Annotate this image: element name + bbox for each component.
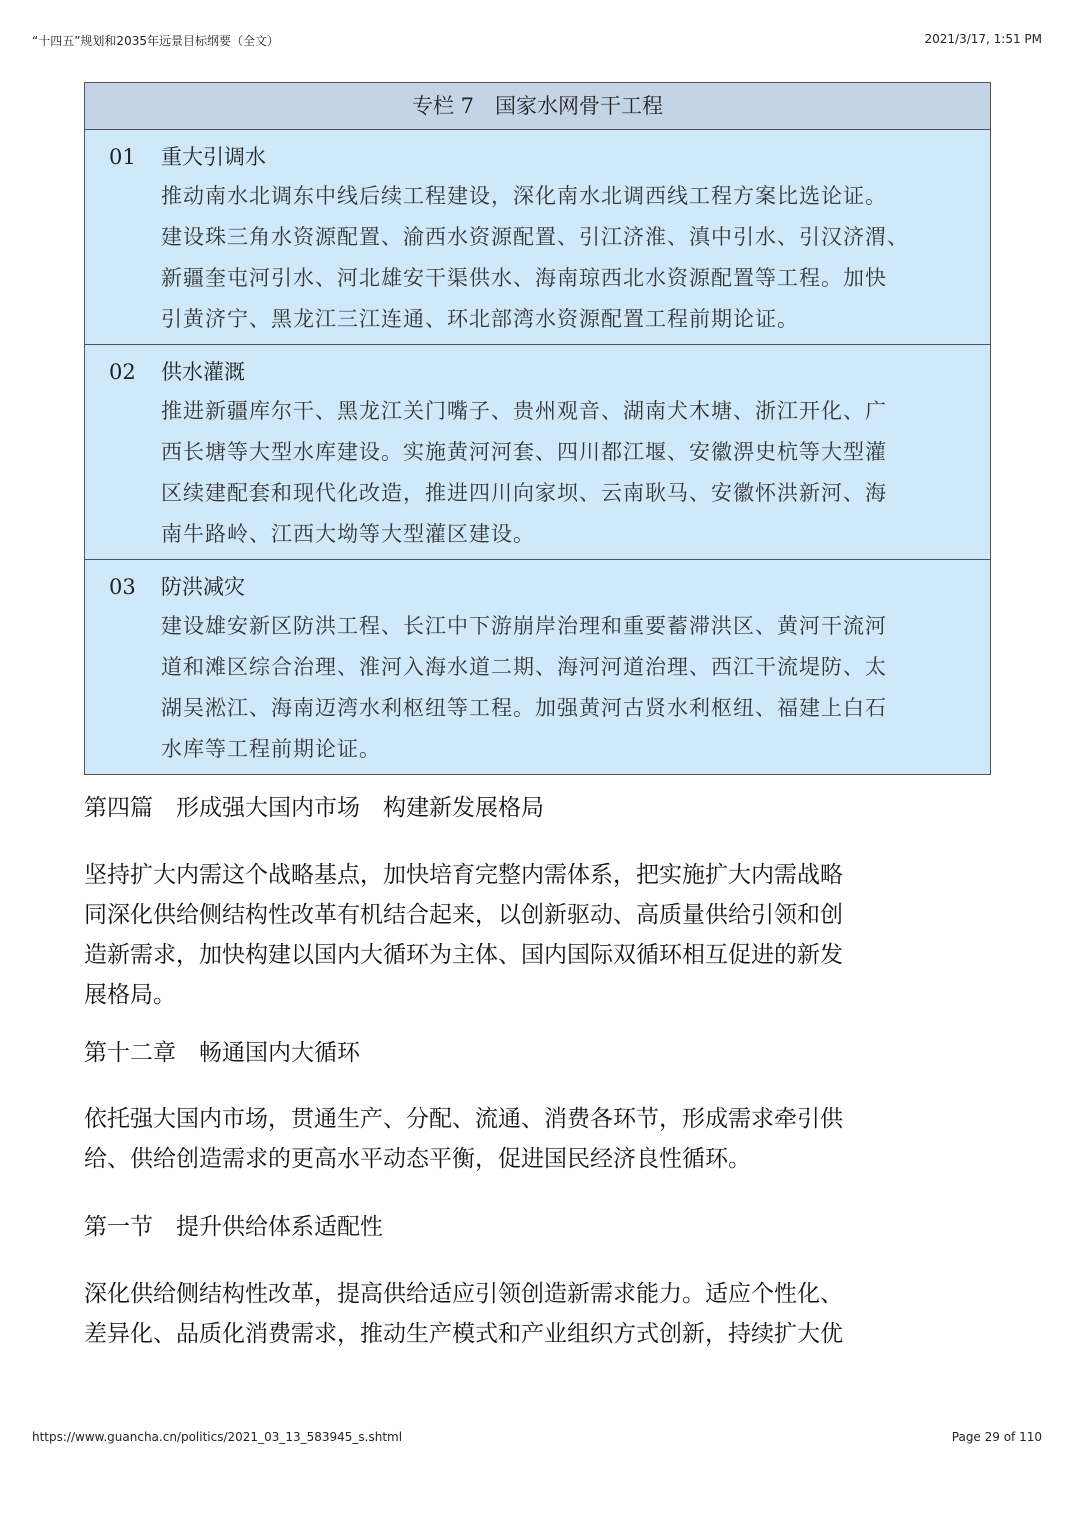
feature-section-head [85,568,990,606]
section-heading: 第十二章 畅通国内大循环 [84,1040,360,1066]
page-footer-page-number: Page 29 of 110 [951,1430,1042,1444]
page-header-datetime: 2021/3/17, 1:51 PM [924,32,1042,46]
feature-section-number: 03 [109,575,136,599]
feature-section-line: 西长塘等大型水库建设。实施黄河河套、四川都江堰、安徽淠史杭等大型灌 [161,440,887,464]
feature-section-head [85,353,990,391]
paragraph-line: 坚持扩大内需这个战略基点，加快培育完整内需体系，把实施扩大内需战略 [84,862,843,888]
paragraph-line: 给、供给创造需求的更高水平动态平衡，促进国民经济良性循环。 [84,1146,751,1172]
feature-section-number: 01 [109,145,136,169]
paragraph-line: 依托强大国内市场，贯通生产、分配、流通、消费各环节，形成需求牵引供 [84,1106,843,1132]
feature-section [85,345,990,560]
feature-section [85,130,990,345]
paragraph-line: 造新需求，加快构建以国内大循环为主体、国内国际双循环相互促进的新发 [84,942,843,968]
feature-section-line: 建设雄安新区防洪工程、长江中下游崩岸治理和重要蓄滞洪区、黄河干流河 [161,614,887,638]
feature-section-number: 02 [109,360,136,384]
page-footer-url: https://www.guancha.cn/politics/2021_03_13_583945_s.shtml [32,1430,403,1444]
feature-section-line: 道和滩区综合治理、淮河入海水道二期、海河河道治理、西江干流堤防、太 [161,655,887,679]
feature-section-line: 水库等工程前期论证。 [161,737,381,761]
section-heading: 第一节 提升供给体系适配性 [84,1214,383,1240]
feature-box-title: 专栏 7 国家水网骨干工程 [85,83,990,130]
feature-box [84,82,991,775]
paragraph-line: 深化供给侧结构性改革，提高供给适应引领创造新需求能力。适应个性化、 [84,1281,843,1307]
paragraph-line: 展格局。 [84,982,176,1008]
feature-section-line: 新疆奎屯河引水、河北雄安干渠供水、海南琼西北水资源配置等工程。加快 [161,266,887,290]
paragraph-line: 同深化供给侧结构性改革有机结合起来，以创新驱动、高质量供给引领和创 [84,902,843,928]
feature-section-line: 推动南水北调东中线后续工程建设，深化南水北调西线工程方案比选论证。 [161,184,887,208]
feature-section-line: 引黄济宁、黑龙江三江连通、环北部湾水资源配置工程前期论证。 [161,307,799,331]
page-header-title: “十四五”规划和2035年远景目标纲要（全文） [32,34,279,48]
feature-section-line: 建设珠三角水资源配置、渝西水资源配置、引江济淮、滇中引水、引汉济渭、 [161,225,909,249]
feature-section-title: 供水灌溉 [161,360,245,384]
feature-section-title: 重大引调水 [161,145,266,169]
feature-section-head [85,138,990,176]
paragraph [84,1099,994,1179]
feature-section [85,560,990,774]
paragraph [84,855,994,1015]
feature-section-line: 区续建配套和现代化改造，推进四川向家坝、云南耿马、安徽怀洪新河、海 [161,481,887,505]
feature-section-line: 南牛路岭、江西大坳等大型灌区建设。 [161,522,535,546]
feature-section-title: 防洪减灾 [161,575,245,599]
feature-section-line: 湖吴淞江、海南迈湾水利枢纽等工程。加强黄河古贤水利枢纽、福建上白石 [161,696,887,720]
section-heading: 第四篇 形成强大国内市场 构建新发展格局 [84,795,544,821]
feature-section-line: 推进新疆库尔干、黑龙江关门嘴子、贵州观音、湖南犬木塘、浙江开化、广 [161,399,887,423]
paragraph [84,1274,994,1354]
paragraph-line: 差异化、品质化消费需求，推动生产模式和产业组织方式创新，持续扩大优 [84,1321,843,1347]
